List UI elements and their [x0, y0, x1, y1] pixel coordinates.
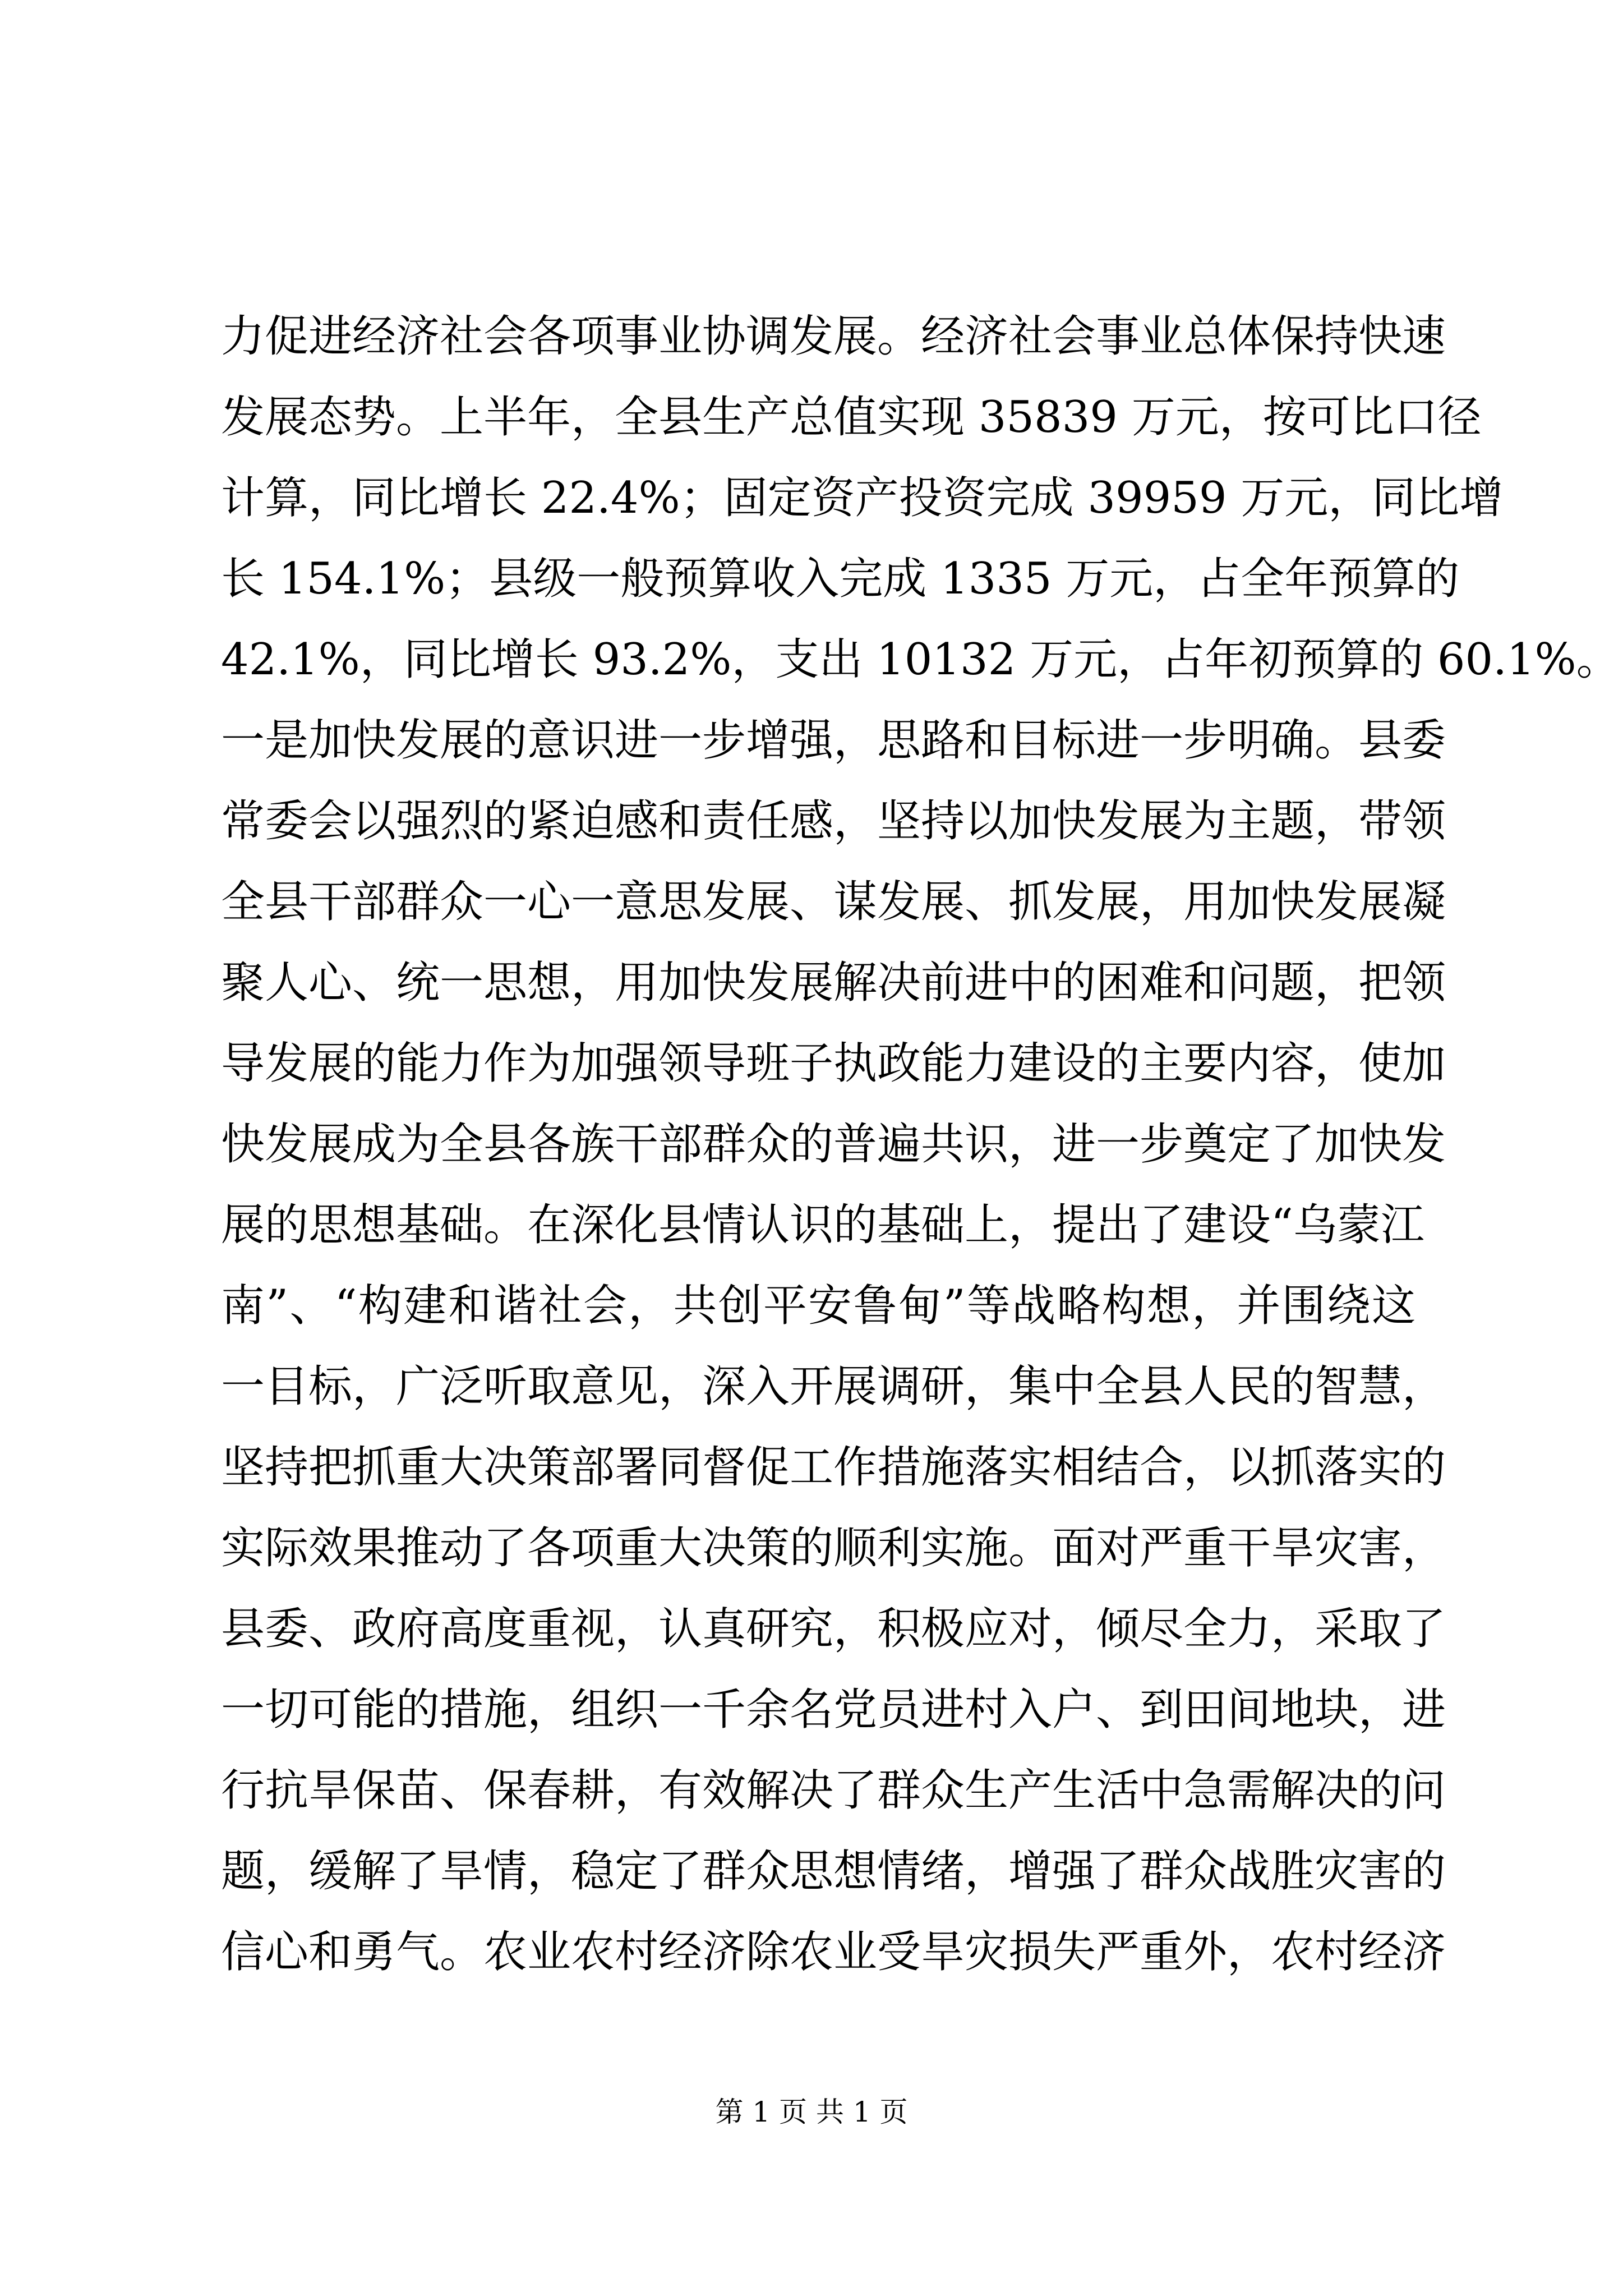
body-text — [221, 296, 1620, 1993]
text-line: 常委会以强烈的紧迫感和责任感，坚持以加快发展为主题，带领 — [221, 796, 1446, 846]
text-line: 坚持把抓重大决策部署同督促工作措施落实相结合，以抓落实的 — [221, 1442, 1446, 1493]
text-line: 南”、“构建和谐社会，共创平安鲁甸”等战略构想，并围绕这 — [221, 1281, 1415, 1331]
text-line: 快发展成为全县各族干部群众的普遍共识，进一步奠定了加快发 — [221, 1119, 1446, 1170]
text-line: 一是加快发展的意识进一步增强，思路和目标进一步明确。县委 — [221, 715, 1446, 766]
text-line: 县委、政府高度重视，认真研究，积极应对，倾尽全力，采取了 — [221, 1604, 1446, 1654]
text-line: 导发展的能力作为加强领导班子执政能力建设的主要内容，使加 — [221, 1038, 1446, 1089]
text-line: 题，缓解了旱情，稳定了群众思想情绪，增强了群众战胜灾害的 — [221, 1846, 1446, 1897]
page-number-label: 第 1 页 共 1 页 — [715, 2096, 908, 2128]
text-line: 一目标，广泛听取意见，深入开展调研，集中全县人民的智慧， — [221, 1361, 1446, 1412]
text-line: 一切可能的措施，组织一千余名党员进村入户、到田间地块，进 — [221, 1685, 1446, 1735]
text-line: 行抗旱保苗、保春耕，有效解决了群众生产生活中急需解决的问 — [221, 1765, 1446, 1816]
text-line: 力促进经济社会各项事业协调发展。经济社会事业总体保持快速 — [221, 311, 1446, 362]
text-line: 发展态势。上半年，全县生产总值实现 35839 万元，按可比口径 — [221, 392, 1482, 443]
page-footer — [0, 2092, 1623, 2132]
text-line: 展的思想基础。在深化县情认识的基础上，提出了建设“乌蒙江 — [221, 1200, 1424, 1250]
text-line: 42.1%，同比增长 93.2%，支出 10132 万元，占年初预算的 60.1%。 — [221, 634, 1620, 685]
text-line: 实际效果推动了各项重大决策的顺利实施。面对严重干旱灾害， — [221, 1523, 1446, 1573]
text-line: 长 154.1%；县级一般预算收入完成 1335 万元，占全年预算的 — [221, 554, 1460, 604]
text-line: 信心和勇气。农业农村经济除农业受旱灾损失严重外，农村经济 — [221, 1927, 1446, 1977]
text-line: 计算，同比增长 22.4%；固定资产投资完成 39959 万元，同比增 — [221, 473, 1504, 523]
text-line: 全县干部群众一心一意思发展、谋发展、抓发展，用加快发展凝 — [221, 877, 1446, 927]
text-line: 聚人心、统一思想，用加快发展解决前进中的困难和问题，把领 — [221, 958, 1446, 1008]
